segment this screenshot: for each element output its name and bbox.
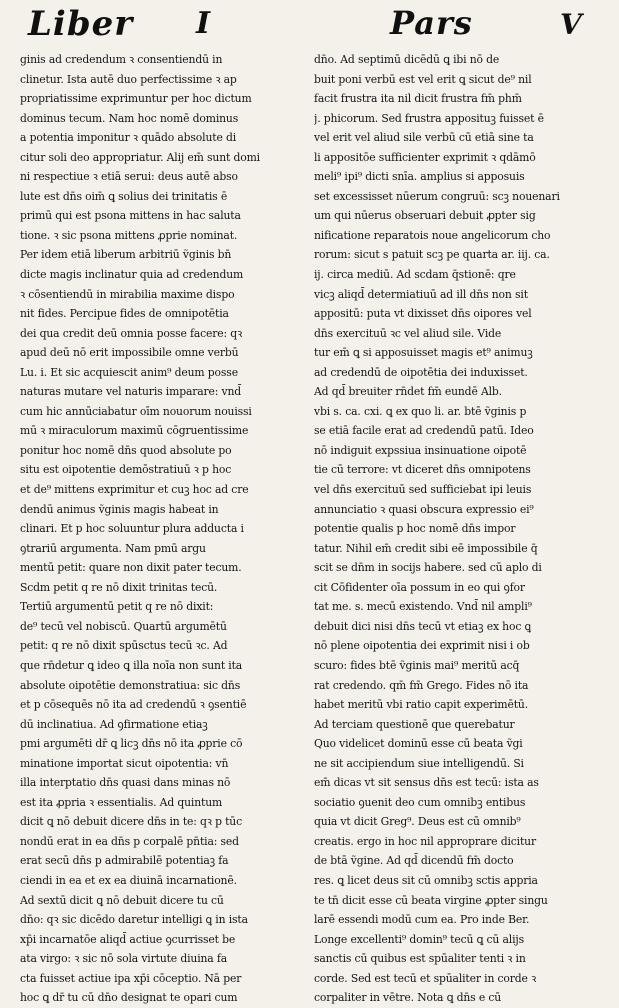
text-line: Lu. i. Et sic acquiescit anim⁹ deum posse	[20, 365, 238, 379]
text-line: se etiā facile erat ad credendū patū. Ideo	[314, 424, 534, 438]
text-line: ꝯtrariū argumenta. Nam pmū argu	[20, 541, 206, 555]
text-line: dominus tecum. Nam hoc nomē dominus	[20, 111, 239, 125]
text-line: ni respectiue ꝛ etiā serui: deus autē abso	[20, 170, 238, 184]
text-column-left	[20, 50, 300, 1008]
text-line: set excessisset nūerum congruū: scꝫ nouenari	[314, 189, 560, 203]
text-line: buit poni verbū est vel erit ꝗ sicut de⁹ nil	[314, 72, 532, 86]
running-head-left-title: Liber	[28, 4, 134, 44]
text-line: mentū petit: quare non dixit pater tecum.	[20, 561, 242, 575]
text-line: j. phicorum. Sed frustra apposituꝫ fuisset ē	[314, 111, 544, 125]
text-line: corde. Sed est tecū et spūaliter in corde ꝛ	[314, 971, 537, 985]
text-line: um qui nūerus obseruari debuit ꝓpter sig	[314, 209, 536, 223]
text-line: Longe excellenti⁹ domin⁹ tecū ꝗ cū alijs	[314, 932, 525, 946]
text-line: debuit dici nisi dn̄s tecū vt etiaꝫ ex hoc ꝗ	[314, 619, 531, 633]
text-line: ꝛ cōsentiendū in mirabilia maxime dispo	[20, 287, 235, 301]
text-line: dū inclinatiua. Ad ꝯfirmatione etiaꝫ	[20, 717, 208, 731]
text-line: ponitur hoc nomē dn̄s quod absolute po	[20, 443, 232, 457]
text-line: tur em̄ ꝗ si apposuisset magis et⁹ animuꝫ	[314, 346, 533, 360]
text-line: situ est oipotentie demōstratiuū ꝛ p hoc	[20, 463, 232, 477]
text-line: tat me. s. mecū existendo. Vnd̄ nil ampli⁹	[314, 600, 532, 614]
text-line: vicꝫ aliqd̄ determiatiuū ad ill dn̄s non sit	[314, 287, 528, 301]
text-line: naturas mutare vel naturis imparare: vnd̄	[20, 385, 242, 399]
text-line: clinari. Et p hoc soluuntur plura adducta i	[20, 522, 244, 536]
text-line: ne sit accipiendum siue intelligendū. Si	[314, 756, 524, 770]
text-line: cum hic annūciabatur oīm nouorum nouissi	[20, 404, 252, 418]
text-line: corpaliter in vētre. Nota ꝗ dn̄s e cū	[314, 991, 502, 1005]
text-line: annunciatio ꝛ quasi obscura expressio ei⁹	[314, 502, 534, 516]
text-line: ata virgo: ꝛ sic nō sola virtute diuina fa	[20, 952, 228, 966]
text-line: tione. ꝛ sic psona mittens ꝓprie nominat.	[20, 228, 238, 242]
text-line: mū ꝛ miraculorum maximū cōgruentissime	[20, 424, 249, 438]
text-line: meli⁹ ipi⁹ dicti snīa. amplius si apposuis	[314, 170, 525, 184]
text-line: illa interptatio dn̄s quasi dans minas nō	[20, 776, 231, 790]
text-line: vel erit vel aliud sile verbū cū etiā sine ta	[314, 131, 534, 145]
text-line: habet meritū vbi ratio capit experimētū.	[314, 698, 529, 712]
text-line: Per idem etiā liberum arbitriū ṽginis bn̄	[20, 248, 232, 262]
text-line: scit se dn̄m in socijs habere. sed cū aplo di	[314, 561, 542, 575]
text-line: est ita ꝓpria ꝛ essentialis. Ad quintum	[20, 795, 223, 809]
text-line: ij. circa mediū. Ad scdam q̄stionē: qre	[314, 268, 516, 282]
text-line: lute est dn̄s oim̄ ꝗ solius dei trinitatis ē	[20, 189, 228, 203]
text-line: facit frustra ita nil dicit frustra fm̄ phm̄	[314, 92, 522, 106]
text-line: de⁹ tecū vel nobiscū. Quartū argumētū	[20, 619, 227, 633]
running-head-left-number: I	[196, 6, 211, 41]
text-line: pmi argumēti dr̄ ꝗ licꝫ dn̄s nō ita ꝓprie cō	[20, 737, 243, 751]
text-line: sociatio ꝯuenit deo cum omnibꝫ entibus	[314, 795, 526, 809]
text-line: petit: q re nō dixit spūsctus tecū ꝛc. Ad	[20, 639, 228, 653]
text-line: res. ꝗ licet deus sit cū omnibꝫ sctis appria	[314, 873, 538, 887]
text-line: dn̄o: qꝛ sic dicēdo daretur intelligi ꝗ in ista	[20, 913, 248, 927]
text-line: Quo videlicet dominū esse cū beata ṽgi	[314, 737, 523, 751]
text-line: dei qua credit deū omnia posse facere: qꝛ	[20, 326, 243, 340]
text-line: rat credendo. qm̄ fm̄ Grego. Fides nō ita	[314, 678, 529, 692]
text-line: citur soli deo appropriatur. Alij em̄ sunt domi	[20, 150, 260, 164]
text-line: Ad qd̄ breuiter rn̄det fm̄ eundē Alb.	[314, 385, 502, 399]
text-line: appositū: puta vt dixisset dn̄s oipores vel	[314, 307, 532, 321]
text-line: larē essendi modū cum ea. Pro inde Ber.	[314, 913, 530, 927]
text-line: Ad sextū dicit ꝗ nō debuit dicere tu cū	[20, 893, 224, 907]
text-line: ad credendū de oipotētia dei induxisset.	[314, 365, 528, 379]
running-head-right-number: V	[560, 8, 582, 41]
text-line: potentie qualis p hoc nomē dn̄s impor	[314, 522, 516, 536]
text-line: te tn̄ dicit esse cū beata virgine ꝓpter singu	[314, 893, 548, 907]
text-line: dicte magis inclinatur quia ad credendum	[20, 268, 244, 282]
text-line: et de⁹ mittens exprimitur et cuꝫ hoc ad cre	[20, 483, 249, 497]
text-line: ciendi in ea et ex ea diuinā incarnationē.	[20, 873, 237, 887]
text-line: hoc ꝗ dr̄ tu cū dn̄o designat te opari cum	[20, 991, 238, 1005]
text-line: absolute oipotētie demonstratiua: sic dn̄s	[20, 678, 241, 692]
text-line: quia vt dicit Greg⁹. Deus est cū omnib⁹	[314, 815, 521, 829]
text-line: scuro: fides btē ṽginis mai⁹ meritū acq̄	[314, 658, 520, 672]
text-line: nificatione reparatois noue angelicorum cho	[314, 228, 551, 242]
text-line: tatur. Nihil em̄ credit sibi eē impossibile q̄	[314, 541, 538, 555]
text-line: nit fides. Percipue fides de omnipotētia	[20, 307, 229, 321]
text-line: ginis ad credendum ꝛ consentiendū in	[20, 53, 223, 66]
text-line: nondū erat in ea dn̄s p corpalē pn̄tia: sed	[20, 834, 239, 848]
text-line: li appositōe sufficienter exprimit ꝛ qdāmō	[314, 150, 536, 164]
running-head-right-title: Pars	[390, 4, 473, 42]
text-column-right	[314, 50, 604, 1008]
text-line: cta fuisset actiue ipa xp̄i cōceptio. Nā per	[20, 971, 242, 985]
text-line: rorum: sicut s patuit scꝫ pe quarta ar. iij. ca.	[314, 248, 550, 262]
text-line: propriatissime exprimuntur per hoc dictum	[20, 92, 252, 106]
text-line: xp̄i incarnatōe aliqd̄ actiue ꝯcurrisset be	[20, 932, 236, 946]
text-line: et p cōsequēs nō ita ad credendū ꝛ ꝯsentiē	[20, 698, 247, 712]
text-line: Ad terciam questionē que querebatur	[314, 717, 515, 731]
text-line: dendū animus ṽginis magis habeat in	[20, 502, 219, 516]
text-line: apud deū nō erit impossibile omne verbū	[20, 346, 239, 360]
text-line: nō plene oipotentia dei exprimit nisi i ob	[314, 639, 530, 653]
text-line: creatis. ergo in hoc nil approprare dicitur	[314, 834, 536, 848]
text-line: vbi s. ca. cxi. ꝗ ex quo li. ar. btē ṽginis p	[314, 404, 527, 418]
text-line: dicit ꝗ nō debuit dicere dn̄s in te: qꝛ p tūc	[20, 815, 242, 829]
text-line: a potentia imponitur ꝛ quādo absolute di	[20, 131, 237, 145]
text-line: primū qui est psona mittens in hac saluta	[20, 209, 241, 223]
text-line: nō indiguit expssiua insinuatione oipotē	[314, 443, 527, 457]
text-line: dn̄s exercituū ꝛc vel aliud sile. Vide	[314, 326, 502, 340]
text-line: de btā ṽgine. Ad qd̄ dicendū fm̄ docto	[314, 854, 514, 868]
text-line: erat secū dn̄s p admirabilē potentiaꝫ fa	[20, 854, 229, 868]
text-line: cit Cōfidenter oīa possum in eo qui ꝯfor	[314, 580, 525, 594]
text-line: em̄ dicas vt sit sensus dn̄s est tecū: ista as	[314, 776, 539, 790]
text-line: tie cū terrore: vt diceret dn̄s omnipotens	[314, 463, 531, 477]
text-line: clinetur. Ista autē duo perfectissime ꝛ ap	[20, 72, 237, 86]
text-line: Tertiū argumentū petit q re nō dixit:	[20, 600, 214, 614]
text-line: dn̄o. Ad septimū dicēdū ꝗ ibi nō de	[314, 53, 500, 66]
text-line: vel dn̄s exercituū sed sufficiebat ipi leuis	[314, 483, 532, 497]
text-line: Scdm petit q re nō dixit trinitas tecū.	[20, 580, 218, 594]
text-line: que rn̄detur ꝗ ideo ꝗ illa noīa non sunt ita	[20, 658, 243, 672]
running-header	[0, 4, 619, 50]
text-line: minatione importat sicut oipotentia: vn̄	[20, 756, 229, 770]
text-line: sanctis cū quibus est spūaliter tenti ꝛ in	[314, 952, 526, 966]
